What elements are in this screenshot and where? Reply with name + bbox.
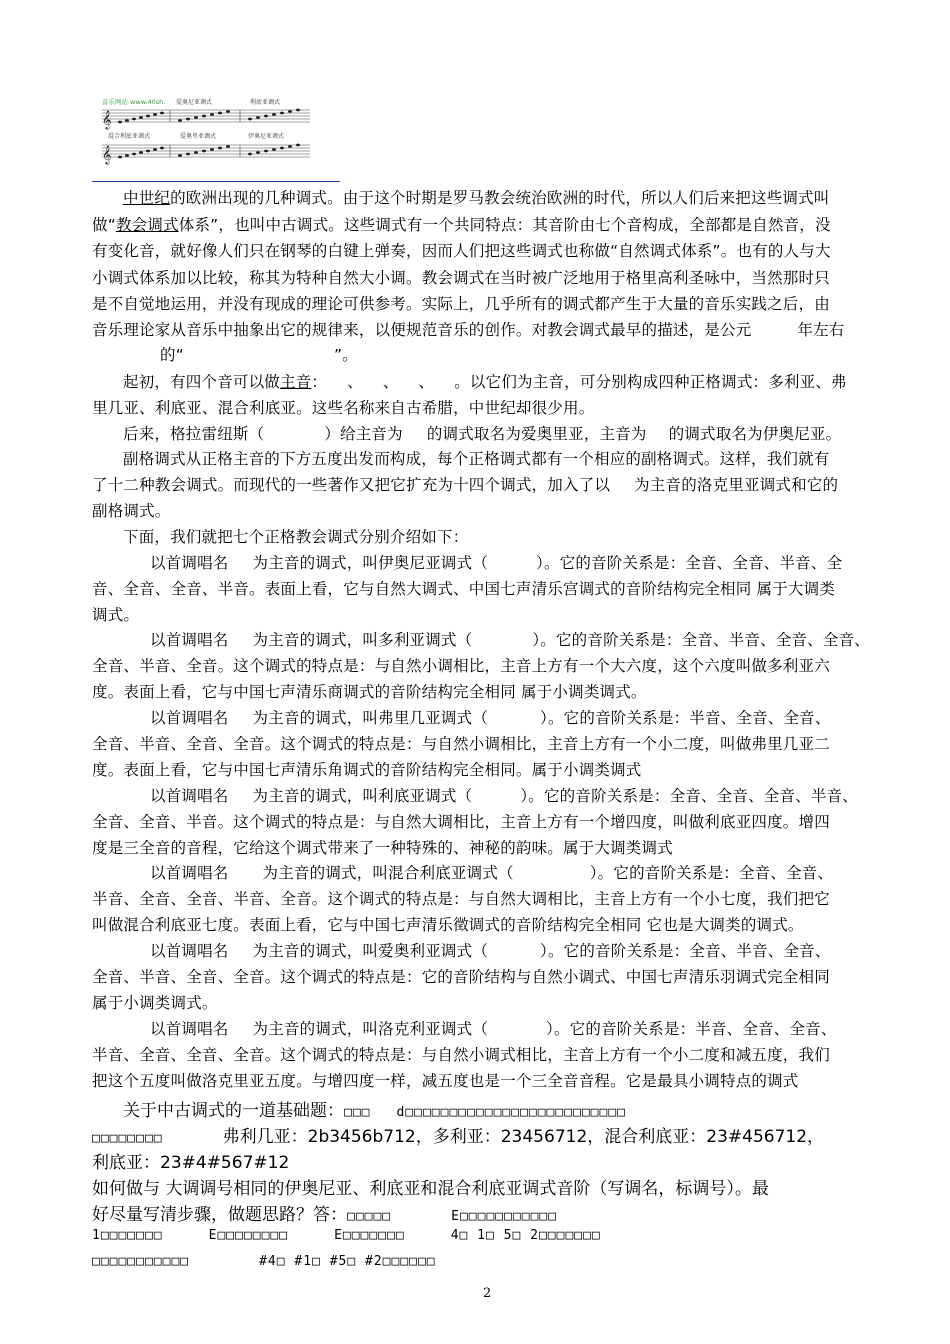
mode-aeolian-line-1: 以首调唱名 为主音的调式，叫爱奥利亚调式（ ）。它的音阶关系是：全音、半音、全音、 xyxy=(150,942,831,960)
qa1-line-1: 关于中古调式的一道基础题：□□□ d□□□□□□□□□□□□□□□□□□□□□□□□□ xyxy=(123,1101,626,1121)
mode-ionian-line-1: 以首调唱名 为主音的调式，叫伊奥尼亚调式（ ）。它的音阶关系是：全音、全音、半音、全 xyxy=(150,554,843,572)
mode-aeolian-line-3: 属于小调类调式。 xyxy=(92,994,218,1012)
intro-line-2: 做“教会调式体系”，也叫中古调式。这些调式有一个共同特点：其音阶由七个音构成，全部都是自然音，没 xyxy=(92,216,831,234)
mode-dorian-line-3: 度。表面上看，它与中国七声清乐商调式的音阶结构完全相同 属于小调类调式。 xyxy=(92,683,647,701)
link-zhuyin[interactable]: 主音 xyxy=(280,373,312,391)
figure-label: 混合利底亚调式 xyxy=(108,133,151,140)
intro-line-7: 的“ ”。 xyxy=(160,346,358,364)
qa2-line-1: 如何做与 大调调号相同的伊奥尼亚、利底亚和混合利底亚调式音阶（写调名，标调号）。最 xyxy=(92,1179,769,1199)
page-number: 2 xyxy=(483,1286,492,1301)
link-jiaohui[interactable]: 教会调式 xyxy=(115,216,179,234)
mode-lydian-line-1: 以首调唱名 为主音的调式，叫利底亚调式（ ）。它的音阶关系是：全音、全音、全音、半音、 xyxy=(150,787,858,805)
p2-line-2: 里几亚、利底亚、混合利底亚。这些名称来自古希腊，中世纪却很少用。 xyxy=(92,399,595,417)
divider-line xyxy=(92,181,340,182)
qa1-line-2: □□□□□□□□ 弗利几亚：2b3456b712，多利亚：23456712，混合利底亚：23#456712， xyxy=(92,1127,825,1147)
figure-label: 伊奥尼亚调式 xyxy=(248,133,285,140)
mode-locrian-line-2: 半音、全音、全音、全音。这个调式的特点是：与自然小调式相比，主音上方有一个小二度和减五度，我们 xyxy=(92,1046,830,1064)
qa2-line-2: 好尽量写清步骤，做题思路？答：□□□□□ E□□□□□□□□□□□ xyxy=(92,1205,558,1225)
intro-line-4: 小调式体系加以比较，称其为特种自然大小调。教会调式在当时被广泛地用于格里高利圣咏中，当然那时只 xyxy=(92,269,830,287)
p5-line: 下面，我们就把七个正格教会调式分别介绍如下： xyxy=(123,528,469,546)
mode-dorian-line-2: 全音、半音、全音。这个调式的特点是：与自然小调相比，主音上方有一个大六度，这个六度叫做多利亚六 xyxy=(92,657,830,675)
mode-phrygian-line-2: 全音、半音、全音、全音。这个调式的特点是：与自然小调相比，主音上方有一个小二度，叫做弗里几亚二 xyxy=(92,735,830,753)
p4-line-2: 了十二种教会调式。而现代的一些著作又把它扩充为十四个调式，加入了以 为主音的洛克里亚调式和它的 xyxy=(92,476,839,494)
figure-label: 爱奥里亚调式 xyxy=(180,133,217,140)
mode-aeolian-line-2: 全音、半音、全音、全音。这个调式的特点是：它的音阶结构与自然小调式、中国七声清乐羽调式完全相同 xyxy=(92,968,830,986)
mode-ionian-line-2: 音、全音、全音、半音。表面上看，它与自然大调式、中国七声清乐宫调式的音阶结构完全相同 属于大调类 xyxy=(92,580,836,598)
mode-phrygian-line-3: 度。表面上看，它与中国七声清乐角调式的音阶结构完全相同。属于小调类调式 xyxy=(92,761,642,779)
mode-dorian-line-1: 以首调唱名 为主音的调式，叫多利亚调式（ ）。它的音阶关系是：全音、半音、全音、全音、 xyxy=(150,631,870,649)
intro-line-1: 中世纪的欧洲出现的几种调式。由于这个时期是罗马教会统治欧洲的时代，所以人们后来把这些调式叫 xyxy=(123,189,830,207)
mode-locrian-line-3: 把这个五度叫做洛克里亚五度。与增四度一样，减五度也是一个三全音音程。它是最具小调特点的调式 xyxy=(92,1072,799,1090)
qa2-line-3: 1□□□□□□□ E□□□□□□□□ E□□□□□□□ 4□ 1□ 5□ 2□□□□□□□ xyxy=(92,1228,601,1243)
mode-mixolydian-line-3: 叫做混合利底亚七度。表面上看，它与中国七声清乐徵调式的音阶结构完全相同 它也是大调类的调式。 xyxy=(92,916,804,934)
music-scales-figure xyxy=(100,95,312,165)
mode-lydian-line-3: 度是三全音的音程，它给这个调式带来了一种特殊的、神秘的韵味。属于大调类调式 xyxy=(92,839,673,857)
figure-label: 爱奥尼亚调式 xyxy=(176,99,213,106)
mode-mixolydian-line-1: 以首调唱名 为主音的调式，叫混合利底亚调式（ ）。它的音阶关系是：全音、全音、 xyxy=(150,864,834,882)
mode-phrygian-line-1: 以首调唱名 为主音的调式，叫弗里几亚调式（ ）。它的音阶关系是：半音、全音、全音、 xyxy=(150,709,831,727)
p4-line-1: 副格调式从正格主音的下方五度出发而构成，每个正格调式都有一个相应的副格调式。这样，我们就有 xyxy=(123,450,830,468)
qa2-line-4: □□□□□□□□□□□ #4□ #1□ #5□ #2□□□□□□ xyxy=(92,1254,436,1269)
treble-clef-icon: 𝄞 xyxy=(102,145,112,164)
p2-line-1: 起初，有四个音可以做主音： 、 、 、 。以它们为主音，可分别构成四种正格调式：多利亚、弗 xyxy=(123,373,847,391)
figure-watermark: 音乐网站 www.40sh. xyxy=(102,98,166,106)
mode-locrian-line-1: 以首调唱名 为主音的调式，叫洛克利亚调式（ ）。它的音阶关系是：半音、全音、全音、 xyxy=(150,1020,837,1038)
mode-lydian-line-2: 全音、全音、半音。这个调式的特点是：与自然大调相比，主音上方有一个增四度，叫做利底亚四度。增四 xyxy=(92,813,830,831)
mode-ionian-line-3: 调式。 xyxy=(92,606,140,624)
p3-line-1: 后来，格拉雷纽斯（ ）给主音为 的调式取名为爱奥里亚，主音为 的调式取名为伊奥尼亚。 xyxy=(123,425,842,443)
intro-line-3: 有变化音，就好像人们只在钢琴的白键上弹奏，因而人们把这些调式也称做“自然调式体系”。也有的人与大 xyxy=(92,242,831,260)
treble-clef-icon: 𝄞 xyxy=(102,110,112,129)
link-zhongshiji[interactable]: 中世纪 xyxy=(123,189,171,207)
qa1-line-3: 利底亚：23#4#567#12 xyxy=(92,1153,290,1173)
intro-line-5: 是不自觉地运用，并没有现成的理论可供参考。实际上，几乎所有的调式都产生于大量的音乐实践之后，由 xyxy=(92,295,830,313)
mode-mixolydian-line-2: 半音、全音、全音、半音、全音。这个调式的特点是：与自然大调相比，主音上方有一个小七度，我们把它 xyxy=(92,890,830,908)
p4-line-3: 副格调式。 xyxy=(92,502,171,520)
figure-label: 利底亚调式 xyxy=(250,99,281,106)
intro-line-6: 音乐理论家从音乐中抽象出它的规律来，以便规范音乐的创作。对教会调式最早的描述，是公元 年左右 xyxy=(92,321,845,339)
